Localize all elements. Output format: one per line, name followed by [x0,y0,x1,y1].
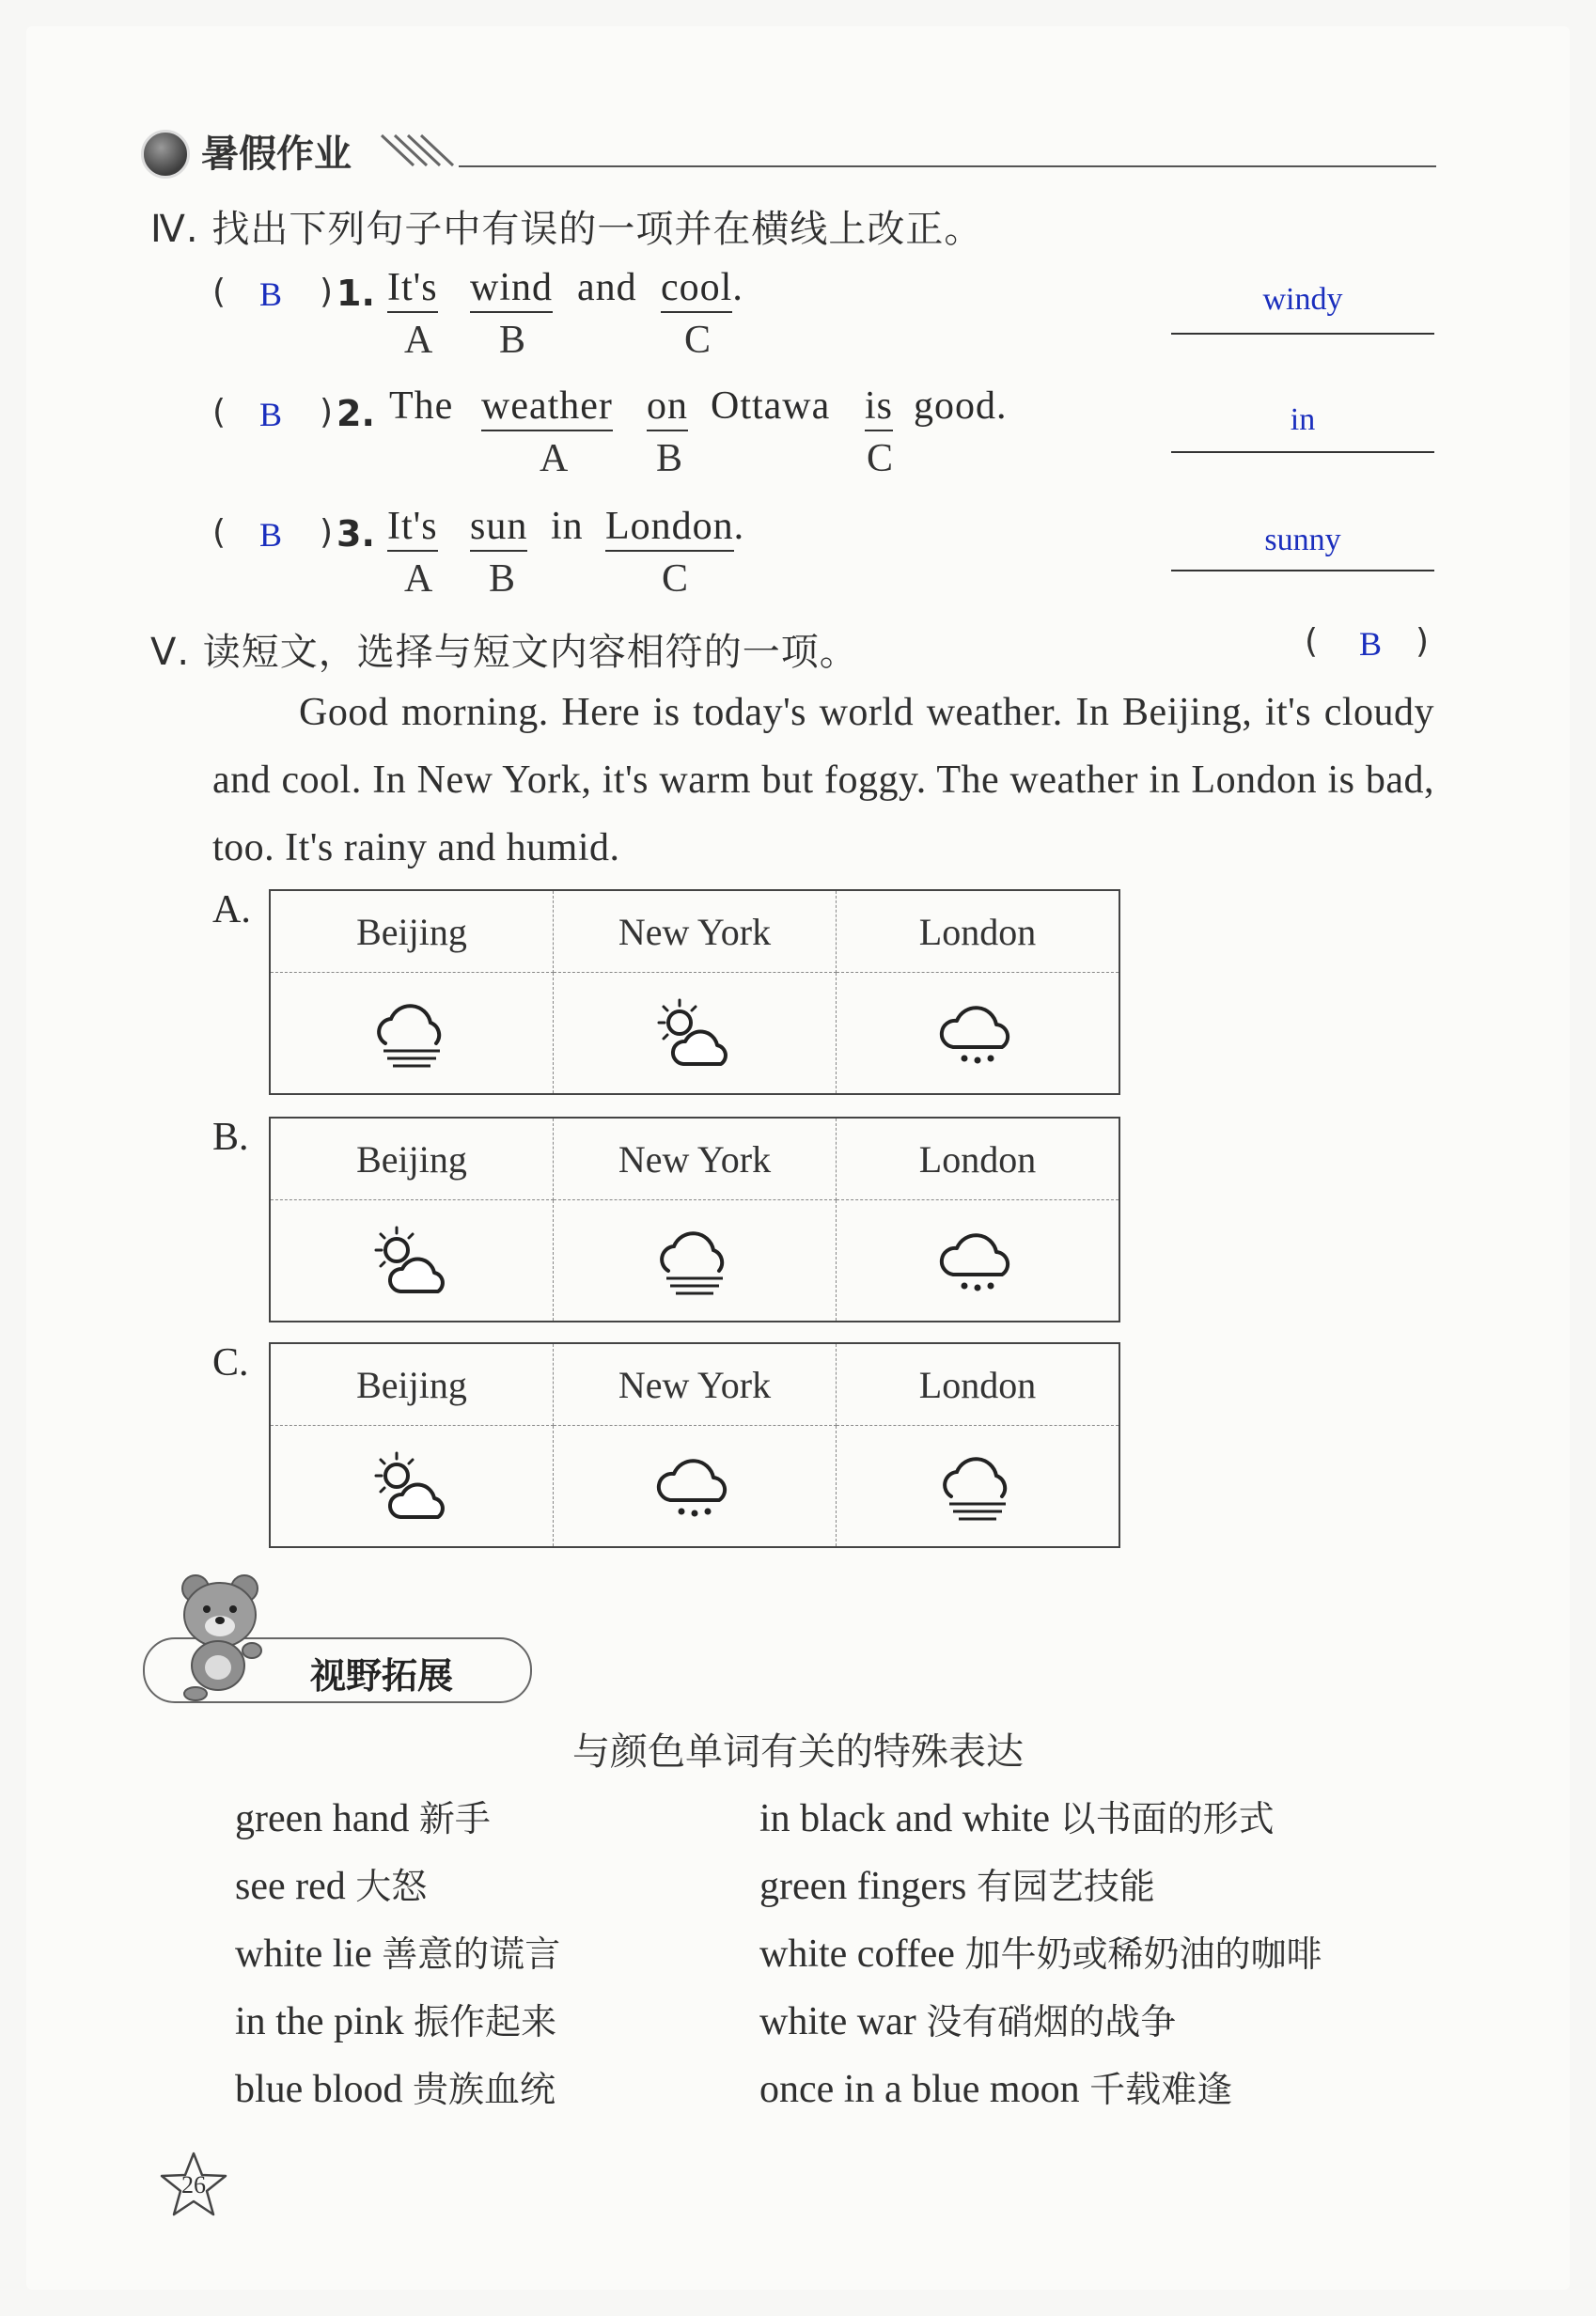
q2-number: 2. [336,393,375,434]
option-c-icon-cell-1 [270,1426,554,1548]
q2-label-b: B [656,437,683,480]
rain-icon [648,1444,742,1528]
option-c-city-3: London [837,1343,1120,1426]
q2-text-1: The [389,384,454,428]
option-a-city-3: London [837,890,1120,973]
q2-segment-c: is [865,383,893,429]
fog-icon [931,1444,1025,1528]
rain-icon [931,991,1025,1075]
option-b-icon-cell-1 [270,1200,554,1322]
fog-icon [648,1218,742,1303]
header-circle-icon [141,130,190,179]
q1-open-paren: ( [212,273,227,311]
q3-open-paren: ( [212,513,227,552]
q1-label-c: C [684,319,712,362]
option-b-icon-cell-3 [837,1200,1120,1322]
vocab-item: white coffee 加牛奶或稀奶油的咖啡 [759,1933,1322,1976]
q2-text-2: Ottawa [711,384,831,428]
sun-cloud-icon [365,1444,459,1528]
passage: Good morning. Here is today's world weather. In Beijing, it's cloudy and cool. In New York, it's warm but foggy. The weather in London is bad, too. It's rainy and humid. [212,691,1434,869]
option-c-icon-cell-3 [837,1426,1120,1548]
option-b-icon-cell-2 [554,1200,837,1322]
q3-segment-a: It's [387,504,438,549]
sun-cloud-icon [365,1218,459,1303]
q3-segment-b: sun [470,504,527,549]
q3-close-paren: ) [320,513,334,552]
option-a-city-1: Beijing [270,890,554,973]
s5-open-paren: ( [1305,622,1319,661]
q1-segment-c: cool. [661,265,743,310]
vocab-item: in black and white 以书面的形式 [759,1797,1275,1840]
option-a-icon-cell-3 [837,973,1120,1095]
section-5-title: Ⅴ. 读短文，选择与短文内容相符的一项。 [150,631,858,674]
q2-label-c: C [867,437,894,480]
q1-answer: B [259,275,283,313]
q2-label-a: A [540,437,569,480]
option-a-icon-cell-2 [554,973,837,1095]
header-title: 暑假作业 [201,133,352,176]
q2-answer-line [1171,451,1434,453]
vocab-item: once in a blue moon 千载难逢 [759,2068,1233,2111]
s5-answer: B [1359,625,1383,663]
q3-answer-line [1171,570,1434,571]
q2-open-paren: ( [212,393,227,431]
option-c-city-1: Beijing [270,1343,554,1426]
q1-text: and [577,266,637,309]
q3-segment-c: London. [605,504,744,549]
vocab-item: blue blood 贵族血统 [235,2068,555,2111]
q3-number: 3. [336,513,375,555]
q1-close-paren: ) [320,273,334,311]
option-b-city-2: New York [554,1118,837,1200]
page-number-badge [160,2151,227,2218]
option-c-label: C. [212,1341,249,1385]
expand-title: 视野拓展 [310,1655,454,1697]
q3-correction: sunny [1264,523,1341,557]
section-4-title: Ⅳ. 找出下列句子中有误的一项并在横线上改正。 [150,208,983,251]
q2-answer: B [259,396,283,433]
q1-correction: windy [1262,282,1343,317]
q1-segment-b: wind [470,265,553,310]
rain-icon [931,1218,1025,1303]
vocab-item: green fingers 有园艺技能 [759,1865,1155,1908]
option-c-table [269,1342,1120,1548]
sun-cloud-icon [648,991,742,1075]
expand-subtitle: 与颜色单词有关的特殊表达 [572,1730,1024,1774]
option-a-label: A. [212,888,251,931]
q2-correction: in [1290,402,1316,437]
s5-close-paren: ) [1416,622,1430,661]
bear-mascot-icon [158,1560,280,1701]
header-hatch-decoration [376,132,461,169]
vocab-item: green hand 新手 [235,1797,491,1840]
q2-segment-a: weather [481,383,613,429]
q2-close-paren: ) [320,393,334,431]
option-b-city-3: London [837,1118,1120,1200]
q3-label-a: A [404,557,433,601]
option-a-table [269,889,1120,1095]
option-c-icon-cell-2 [554,1426,837,1548]
q3-label-b: B [489,557,516,601]
page-number: 26 [181,2171,206,2199]
q2-segment-b: on [647,383,688,429]
vocab-item: white war 没有硝烟的战争 [759,2000,1177,2043]
option-b-table [269,1117,1120,1322]
q3-answer: B [259,516,283,554]
q1-label-b: B [499,319,526,362]
q1-segment-a: It's [387,265,438,310]
q1-answer-line [1171,333,1434,335]
q3-text: in [551,505,584,548]
q1-number: 1. [336,273,375,314]
vocab-item: white lie 善意的谎言 [235,1933,561,1976]
q2-text-3: good. [914,384,1008,428]
option-b-city-1: Beijing [270,1118,554,1200]
vocab-item: see red 大怒 [235,1865,428,1908]
option-a-city-2: New York [554,890,837,973]
fog-icon [365,991,459,1075]
q1-label-a: A [404,319,433,362]
q3-label-c: C [662,557,689,601]
header-rule [459,165,1436,167]
vocab-item: in the pink 振作起来 [235,2000,557,2043]
option-b-label: B. [212,1116,249,1159]
option-a-icon-cell-1 [270,973,554,1095]
option-c-city-2: New York [554,1343,837,1426]
